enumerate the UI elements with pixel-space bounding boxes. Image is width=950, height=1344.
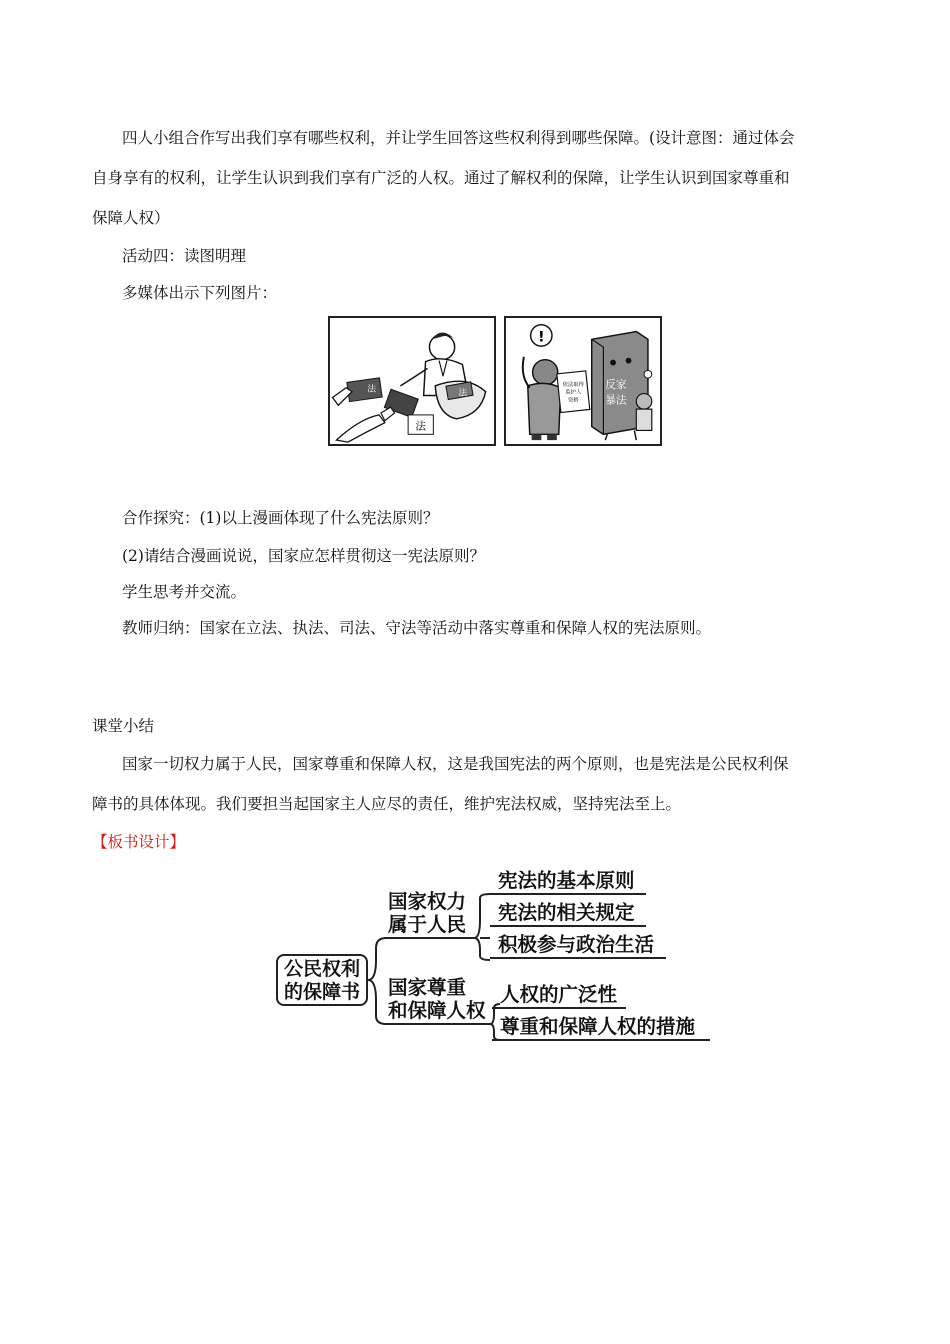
law-label: 法 bbox=[458, 388, 468, 399]
cartoon-anti-domestic-violence-law bbox=[504, 316, 662, 446]
book-title: 暴法 bbox=[605, 393, 627, 407]
summary-line: 障书的具体体现。我们要担当起国家主人应尽的责任，维护宪法权威，坚持宪法至上。 bbox=[92, 795, 682, 813]
mindmap-root bbox=[276, 954, 368, 1006]
teacher-summary: 教师归纳：国家在立法、执法、司法、守法等活动中落实尊重和保障人权的宪法原则。 bbox=[122, 619, 712, 637]
law-label: 法 bbox=[367, 384, 377, 395]
paragraph-line: 自身享有的权利，让学生认识到我们享有广泛的人权。通过了解权利的保障，让学生认识到国家尊重和 bbox=[92, 169, 790, 187]
mindmap-branch-label: 和保障人权 bbox=[388, 999, 486, 1022]
cartoon-hands-law-books bbox=[328, 316, 496, 446]
media-intro: 多媒体出示下列图片： bbox=[122, 284, 278, 302]
board-design-heading: 【板书设计】 bbox=[92, 833, 186, 851]
mindmap-item: 尊重和保障人权的措施 bbox=[500, 1015, 696, 1038]
summary-heading: 课堂小结 bbox=[92, 717, 155, 735]
activity-title: 活动四：读图明理 bbox=[122, 247, 247, 265]
mindmap-item: 宪法的基本原则 bbox=[498, 869, 635, 892]
exclamation-icon: ! bbox=[538, 329, 545, 346]
paragraph-line: 四人小组合作写出我们享有哪些权利，并让学生回答这些权利得到哪些保障。(设计意图：通过体会 bbox=[122, 129, 795, 147]
mindmap-root-line: 公民权利 bbox=[283, 958, 360, 980]
paper-text: 监护人 bbox=[565, 389, 582, 396]
question-1: 合作探究：(1)以上漫画体现了什么宪法原则？ bbox=[122, 509, 439, 527]
law-label: 法 bbox=[415, 419, 427, 433]
mindmap-item: 宪法的相关规定 bbox=[498, 901, 635, 924]
mindmap-root-line: 的保障书 bbox=[283, 981, 360, 1003]
mindmap-branch-label: 国家权力 bbox=[388, 890, 467, 913]
mindmap-branch-label: 国家尊重 bbox=[388, 976, 467, 999]
paragraph-line: 保障人权） bbox=[92, 209, 170, 227]
mindmap-item: 人权的广泛性 bbox=[500, 983, 618, 1006]
question-2: (2)请结合漫画说说，国家应怎样贯彻这一宪法原则？ bbox=[122, 547, 485, 565]
summary-line: 国家一切权力属于人民，国家尊重和保障人权，这是我国宪法的两个原则，也是宪法是公民权利保 bbox=[122, 755, 789, 773]
paper-text: 资格 bbox=[567, 397, 579, 404]
paper-text: 依法取得 bbox=[562, 381, 584, 388]
mindmap-branch-label: 属于人民 bbox=[388, 913, 467, 936]
cartoon-left-illustration bbox=[330, 318, 494, 444]
book-title: 反家 bbox=[605, 377, 627, 391]
cartoon-right-illustration bbox=[506, 318, 660, 444]
mindmap-item: 积极参与政治生活 bbox=[498, 933, 655, 956]
student-action: 学生思考并交流。 bbox=[122, 583, 247, 601]
